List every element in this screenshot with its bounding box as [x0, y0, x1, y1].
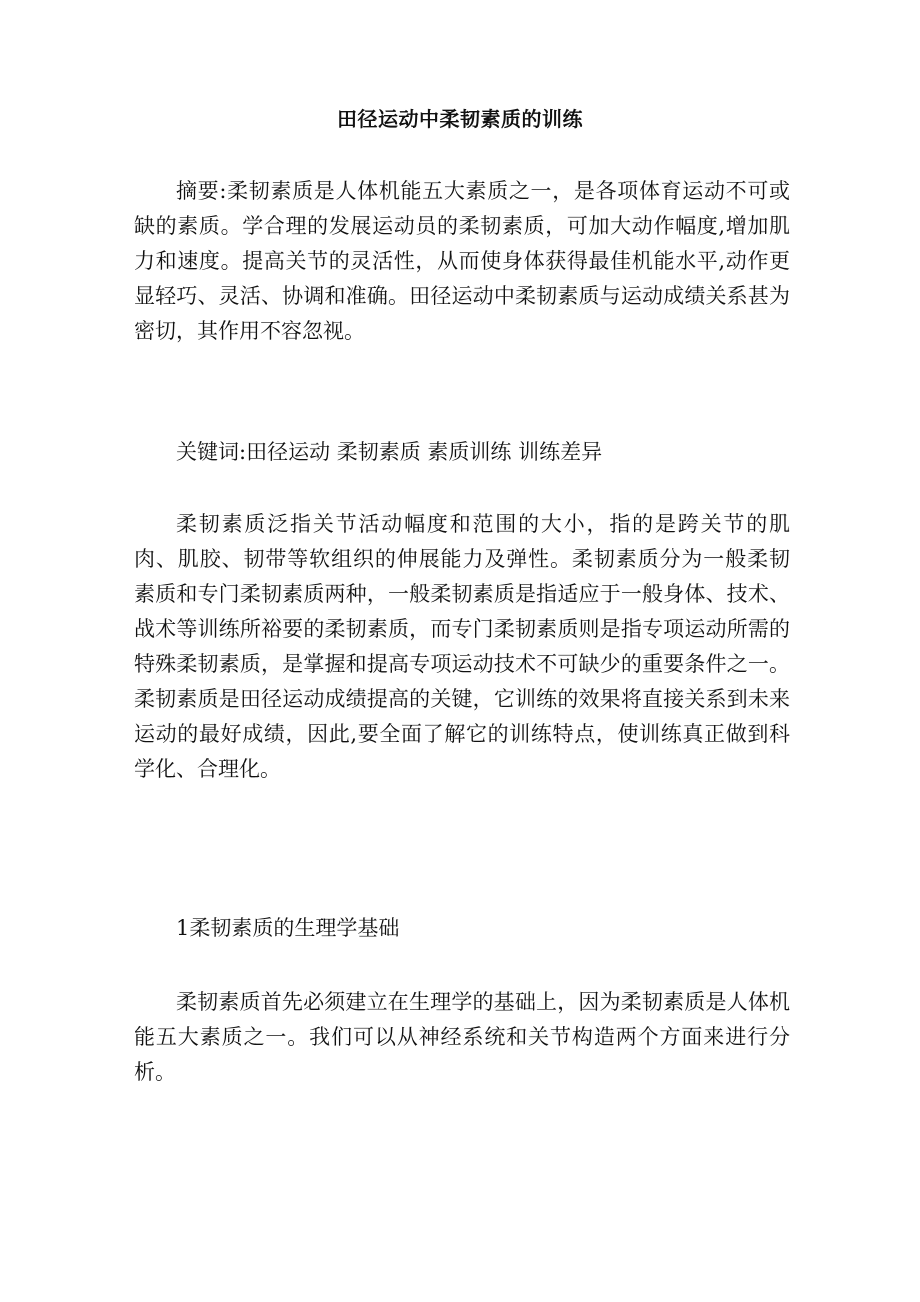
- body-paragraph-2: 柔韧素质首先必须建立在生理学的基础上，因为柔韧素质是人体机能五大素质之一。我们可以从神经系统和关节构造两个方面来进行分析。: [134, 990, 790, 1084]
- keywords-line: 关键词:田径运动 柔韧素质 素质训练 训练差异: [176, 440, 603, 464]
- body-paragraph-1: 柔韧素质泛指关节活动幅度和范围的大小，指的是跨关节的肌 肉、肌胶、韧带等软组织的伸展能力及弹性。柔韧素质分为一般柔韧 素质和专门柔韧素质两种，一般柔韧素质是指适应于一般身体、技术、战术等训练所裕要的柔韧素质，而专门柔韧素质则是指专项运动所需的特殊柔韧素质，是掌握和提高专项运动技术不可缺少的重要条件之一。柔韧素质是田径运动成绩提高的关键，它训练的效果将直接关系到未来运动的最好成绩，因此,要全面了解它的训练特点，使训练真正做到科学化、合理化。: [134, 512, 790, 781]
- document-title: 田径运动中柔韧素质的训练: [337, 107, 583, 131]
- section-heading-1: 1柔韧素质的生理学基础: [176, 916, 400, 940]
- abstract-paragraph: 摘要:柔韧素质是人体机能五大素质之一，是各项体育运动不可或缺的素质。学合理的发展运动员的柔韧素质，可加大动作幅度,增加肌力和速度。提高关节的灵活性，从而使身体获得最佳机能水平,动作更显轻巧、灵活、协调和准确。田径运动中柔韧素质与运动成绩关系甚为密切，其作用不容忽视。: [134, 179, 790, 343]
